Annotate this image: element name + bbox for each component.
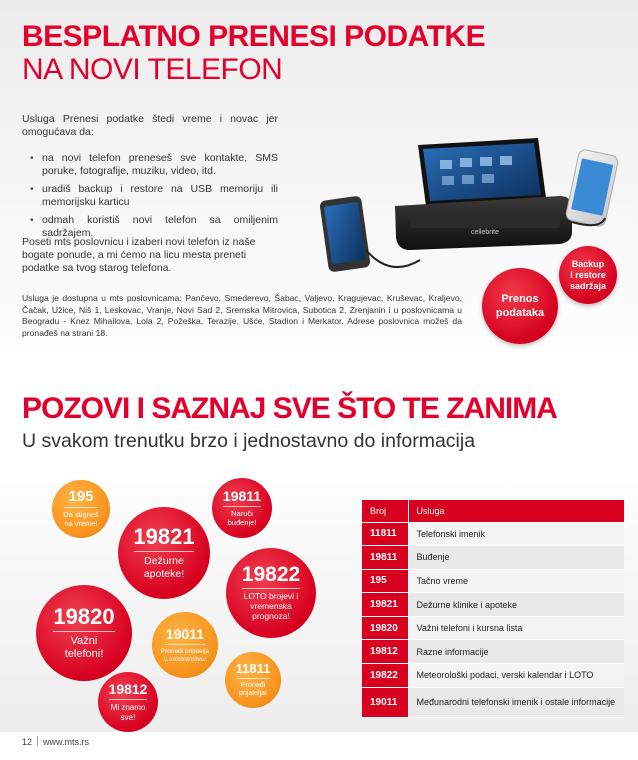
bubble-divider — [165, 644, 205, 645]
table-header-number: Broj — [362, 500, 408, 522]
backup-bubble-line: sadržaja — [569, 280, 607, 291]
bubble-number: 19820 — [53, 603, 115, 629]
table-cell-service: Buđenje — [408, 546, 624, 570]
bubble-number: 19821 — [133, 524, 195, 550]
number-bubble-11811 — [225, 652, 281, 708]
headline — [22, 20, 485, 86]
number-bubble-19820 — [36, 585, 132, 681]
bubble-text: Pronađi prijatelja u inostranstvu! — [160, 648, 210, 663]
table-cell-service: Meteorološki podaci, verski kalendar i LOTO — [408, 664, 624, 688]
transfer-bubble-line: Prenos — [501, 293, 539, 305]
bubble-divider — [223, 506, 261, 507]
bubble-text: Mi znamo sve! — [110, 703, 146, 722]
page-footer — [22, 736, 89, 747]
number-bubble-19011 — [152, 612, 218, 678]
station-screen — [418, 138, 546, 206]
table-row — [362, 546, 624, 570]
bubble-number: 19811 — [222, 487, 262, 504]
footer-divider — [37, 736, 38, 746]
number-bubble-19822 — [226, 548, 316, 638]
table-cell-number: 195 — [362, 569, 408, 593]
feature-item: • na novi telefon preneseš sve kontakte, SMS poruke, fotografije, muziku, video, itd. — [30, 152, 278, 178]
bubble-divider — [134, 551, 194, 552]
table-row — [362, 640, 624, 664]
bubble-divider — [53, 631, 115, 632]
feature-item: • odmah koristiš novi telefon sa omiljenim sadržajem. — [30, 214, 278, 240]
bubble-number: 11811 — [235, 660, 271, 676]
service-numbers-table — [362, 500, 624, 718]
feature-list — [30, 152, 278, 245]
backup-bubble-line: i restore — [570, 269, 606, 280]
table-row — [362, 687, 624, 717]
bubble-divider — [236, 678, 270, 679]
table-cell-number: 19820 — [362, 616, 408, 640]
backup-bubble-line: Backup — [571, 258, 605, 269]
station-body — [395, 196, 572, 250]
section-subtitle: U svakom trenutku brzo i jednostavno do informacija — [22, 430, 476, 452]
table-cell-service: Telefonski imenik — [408, 522, 624, 546]
table-row — [362, 593, 624, 617]
table-row — [362, 569, 624, 593]
bubble-number: 19822 — [241, 563, 301, 587]
table-cell-number: 19811 — [362, 546, 408, 570]
device-brand-label: cellebrite — [470, 229, 500, 236]
number-bubble-19811 — [212, 478, 272, 538]
table-row — [362, 522, 624, 546]
bubble-text: Naruči buđenje! — [227, 508, 257, 527]
transfer-bubble — [482, 268, 558, 344]
page-number: 12 — [22, 737, 33, 747]
availability-text: Usluga je dostupna u mts poslovnicama: Pančevo, Smederevo, Šabac, Valjevo, Kragujevac, Kruševac, Kraljevo, Čačak, Užice, Niš 1, Leskovac, Vranje, Novi Sad 2, Sremska Mitrovica, Subotica 2, Zrenjanin i u poslovnicama u Beogradu - Knez Mihailova, Lola 2, Požeška, Terazije, Ušće, Stadion i Merkator. Adrese poslovnica možeš da pronađeš na strani 18. — [22, 293, 462, 338]
table-header-service: Usluga — [408, 500, 624, 522]
table-cell-number: 19011 — [362, 687, 408, 717]
table-header-row — [362, 500, 624, 522]
table-cell-service: Međunarodni telefonski imenik i ostale informacije — [408, 687, 624, 717]
bubble-number: 19812 — [108, 681, 148, 698]
table-cell-service: Važni telefoni i kursna lista — [408, 616, 624, 640]
bubble-divider — [64, 507, 98, 508]
bubble-text: Pronađi prijatelja! — [238, 681, 267, 697]
backup-bubble — [559, 246, 617, 304]
bubble-divider — [242, 588, 300, 589]
transfer-bubble-line: podataka — [495, 307, 545, 319]
bubble-number: 19011 — [165, 626, 205, 643]
visit-text: Poseti mts poslovnicu i izaberi novi telefon iz naše bogate ponude, a mi ćemo na licu mesta preneti podatke sa tvog starog telefona. — [22, 236, 256, 274]
footer-url: www.mts.rs — [43, 737, 90, 747]
phone-right — [565, 149, 619, 228]
table-cell-service: Dežurne klinike i apoteke — [408, 593, 624, 617]
number-bubble-19812 — [98, 672, 158, 732]
bubble-text: Važni telefoni! — [64, 634, 104, 660]
section-title: POZOVI I SAZNAJ SVE ŠTO TE ZANIMA — [22, 392, 557, 425]
bubble-text: Da stigneš na vreme! — [63, 510, 99, 528]
phone-left — [319, 195, 371, 272]
table-row — [362, 616, 624, 640]
number-bubble-195 — [52, 480, 110, 538]
table-cell-service: Razne informacije — [408, 640, 624, 664]
table-cell-number: 19821 — [362, 593, 408, 617]
table-cell-number: 19822 — [362, 664, 408, 688]
table-cell-number: 19812 — [362, 640, 408, 664]
bubble-text: Dežurne apoteke! — [143, 555, 185, 580]
bubble-divider — [109, 699, 147, 700]
number-bubble-19821 — [118, 507, 210, 599]
bubble-text: LOTO brojevi i vremenska prognoza! — [243, 591, 299, 621]
intro-text: Usluga Prenesi podatke štedi vreme i novac jer omogućava da: — [22, 113, 278, 138]
bubble-number: 195 — [68, 488, 94, 506]
headline-line-1: BESPLATNO PRENESI PODATKE — [22, 20, 486, 53]
headline-line-2: NA NOVI TELEFON — [22, 53, 283, 86]
table-cell-service: Tačno vreme — [408, 569, 624, 593]
table-cell-number: 11811 — [362, 522, 408, 546]
table-row — [362, 664, 624, 688]
feature-item: • uradiš backup i restore na USB memoriju ili memorijsku karticu — [30, 183, 278, 209]
